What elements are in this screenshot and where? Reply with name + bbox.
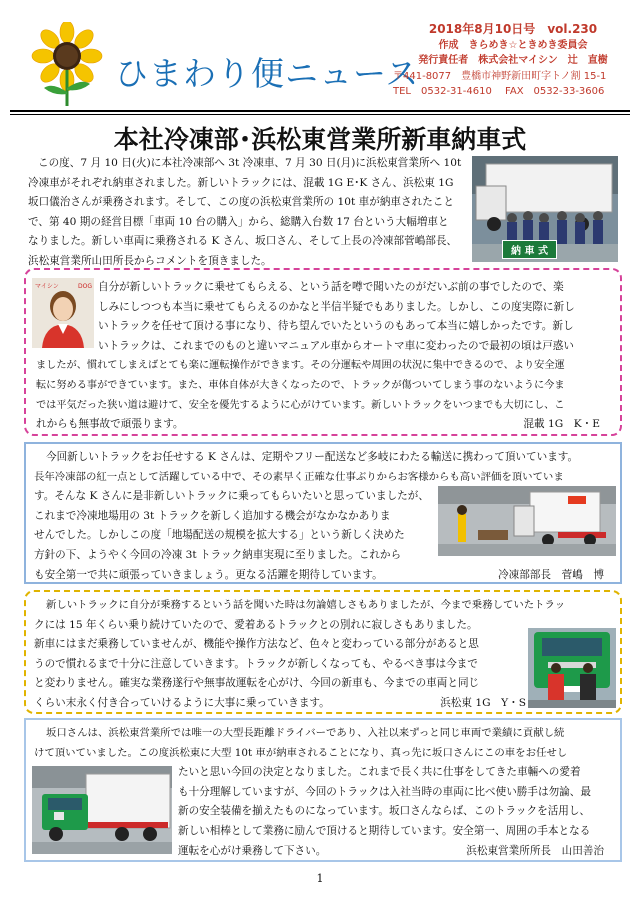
comment-ys-text [34,596,618,714]
intro-line: 浜松東営業所山田所長からコメントを頂きました。 [28,254,272,267]
comment-line: 自分が新しいトラックに乗せてもらえる、という話を噂で聞いたのがだいぶ前の事でしたので、楽 [98,281,564,293]
comment-line: 運転を心がけ乗務して下さい。 [178,844,327,857]
comment-line: 坂口さんは、浜松東営業所では唯一の大型長距離ドライバーであり、入社以来ずっと同じ車両で業績に貢献し続 [46,727,565,739]
comment-line: 新の安全装備を揃えたものになっています。坂口さんならば、このトラックを活用し、 [178,805,591,818]
article-title: 本社冷凍部･浜松東営業所新車納車式 [113,125,527,154]
comment-line: ましたが、慣れてしまえばとても楽に運転操作ができます。その分運転や周囲の状況に集中できるので、より安全運 [36,360,565,372]
comment-signature: 冷凍部部長 菅嶋 博 [498,568,604,581]
header-divider-thin [10,114,630,115]
header-divider [10,110,630,112]
svg-text:マイシン: マイシン [35,283,59,290]
comment-line: 新車にはまだ乗務していませんが、機能や操作方法など、色々と変わっている部分があると思 [34,638,479,651]
comment-yamada-text [34,724,618,861]
comment-line: 新しいトラックに自分が乗務するという話を聞いた時は勿論嬉しさもありましたが、今まで乗務していたトラッ [46,599,566,611]
comment-sugashima-text [34,448,618,585]
comment-line: せんでした。しかしこの度「地場配送の規模を拡大する」という新しく決めた [34,529,405,542]
comment-line: しみにしつつも本当に乗せてもらえるのかなと半信半疑でもありました。しかし、この度実際に新し [98,300,575,313]
comment-line: 転に努める事ができています。また、車体自体が大きくなったので、トラックが傷ついてしまう事のないように今ま [36,379,565,391]
comment-line: 方針の下、ようやく今回の冷凍 3t トラック納車実現に至りました。これから [34,548,402,561]
publication-info [393,22,633,100]
comment-ke-text [36,278,616,435]
comment-line: いトラックは、これまでのものと違いマニュアル車からオートマ車に変わったので最初の頃は戸惑い [98,339,574,352]
comment-line: 長年冷凍部の紅一点として活躍している中で、その素早く正確な仕事ぶりからお客様からも高い評価を頂いていま [34,470,564,483]
intro-line: で、第 40 期の経営目標「車両 10 台の購入」から、総購入台数 17 台という大幅増車と [28,215,449,228]
address-line: 〒441-8077 豊橋市神野新田町字トノ割 15-1 [393,70,607,82]
issue-vol: vol.230 [547,22,598,36]
comment-line: うので慣れるまで十分に注意していきます。トラックが新しくなっても、やるべき事は今まで [34,657,478,670]
comment-line: けて頂いていました。この度浜松東に大型 10t 車が納車されることになり、真っ先に坂口さんにこの車をお任せし [34,746,568,759]
comment-line: これまで冷凍地場用の 3t トラックを新しく追加する機会がなかなかありま [34,509,391,522]
comment-line: たいと思い今回の決定となりました。これまで長く共に仕事をしてきた車輛への愛着 [178,766,581,779]
ceremony-badge: 納 車 式 [502,240,557,259]
comment-line: す。そんな K さんに是非新しいトラックに乗ってもらいたいと思っていましたが、 [34,490,429,503]
page-number: 1 [316,872,324,885]
intro-line: 坂口儀治さんが乗務されます。そして、この度の浜松東営業所の 10t 車が納車されたこと [28,196,454,209]
publisher-line: 発行責任者 株式会社マイシン 辻 直樹 [418,55,608,66]
author-line: 作成 きらめき☆ときめき委員会 [438,39,588,51]
tel-fax-line: TEL 0532-31-4610 FAX 0532-33-3606 [393,86,605,97]
comment-signature: 浜松東 1G Y・S [440,696,526,709]
comment-line: では平気だった狭い道は避けて、安全を優先するように心がけています。新しいトラックをいつまでも大切にし、こ [36,399,565,411]
issue-date: 2018年8月10日号 [428,22,536,36]
comment-line: くらい末永く付き合っていけるように大事に乗っていきます。 [34,696,330,709]
comment-line: も安全第一で共に頑張っていきましょう。更なる活躍を期待しています。 [34,568,383,581]
comment-line: いトラックを任せて頂ける事になり、待ち望んでいたというのもあって本当に嬉しかったです。新し [98,320,574,333]
intro-line: この度、7 月 10 日(火)に本社冷凍部へ 3t 冷凍車、7 月 30 日(月)に浜松東営業所へ 10t [38,157,462,169]
article-intro [28,154,468,272]
comment-signature: 混載 1G K・E [523,418,600,431]
comment-line: 今回新しいトラックをお任せする K さんは、定期やフリー配送など多岐にわたる輸送に携わって頂いています。 [46,451,579,463]
comment-signature: 浜松東営業所所長 山田善治 [466,844,604,857]
comment-line: 新しい相棒として業務に励んで頂けると期待しています。安全第一、周囲の手本となる [178,824,591,837]
comment-line: と変わりません。確実な業務遂行や無事故運転を心がけ、今回の新車も、今までの車両と同じ [34,677,480,690]
issue-date-line [393,22,633,38]
comment-line: クには 15 年くらい乗り続けていたので、愛着あるトラックとの別れに寂しさもありました。 [34,618,478,631]
newsletter-title: ひまわり便ニュース [115,54,420,93]
svg-text:DOG: DOG [78,283,92,290]
intro-line: 冷凍車がそれぞれ納車されました。新しいトラックには、混載 1G E･K さん、浜松東 1G [28,176,454,189]
comment-line: も十分理解していますが、今回のトラックは入社当時の車両に比べ使い勝手は勿論、最 [178,785,591,798]
comment-line: れからも無事故で頑張ります。 [36,418,184,431]
ceremony-photo [472,156,618,262]
intro-line: なりました。新しい車両に乗務される K さん、坂口さん、そして上長の冷凍部菅嶋部長、 [28,235,458,248]
sunflower-logo-icon [22,22,112,108]
